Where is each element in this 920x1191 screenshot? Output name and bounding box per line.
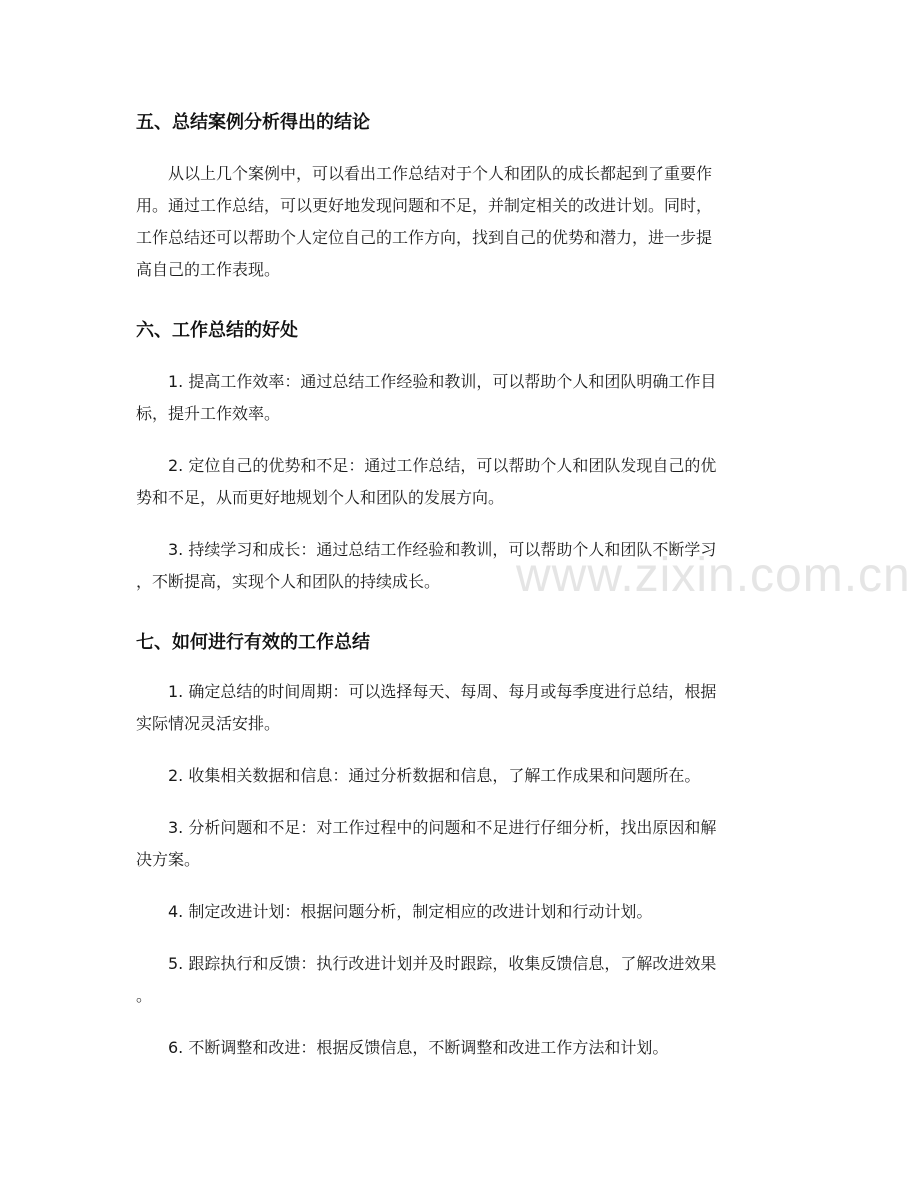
paragraph-line: 3. 持续学习和成长：通过总结工作经验和教训，可以帮助个人和团队不断学习 bbox=[168, 540, 717, 559]
watermark: www.zixin.com.cn bbox=[516, 549, 911, 602]
paragraph-line: 5. 跟踪执行和反馈：执行改进计划并及时跟踪，收集反馈信息，了解改进效果 bbox=[168, 954, 717, 973]
paragraph-line: ，不断提高，实现个人和团队的持续成长。 bbox=[136, 572, 441, 591]
paragraph-line: 6. 不断调整和改进：根据反馈信息，不断调整和改进工作方法和计划。 bbox=[168, 1038, 669, 1057]
paragraph-line: 标，提升工作效率。 bbox=[136, 404, 281, 423]
paragraph-line: 。 bbox=[136, 986, 153, 1005]
section-5-paragraph bbox=[136, 158, 790, 286]
list-item bbox=[136, 896, 790, 928]
list-item bbox=[136, 1032, 790, 1064]
paragraph-line: 从以上几个案例中，可以看出工作总结对于个人和团队的成长都起到了重要作 bbox=[168, 164, 713, 183]
section-heading-7: 七、如何进行有效的工作总结 bbox=[136, 632, 370, 653]
list-item bbox=[136, 812, 790, 876]
paragraph-line: 势和不足，从而更好地规划个人和团队的发展方向。 bbox=[136, 488, 505, 507]
section-heading-5: 五、总结案例分析得出的结论 bbox=[136, 112, 370, 133]
paragraph-line: 2. 收集相关数据和信息：通过分析数据和信息，了解工作成果和问题所在。 bbox=[168, 766, 701, 785]
list-item bbox=[136, 676, 790, 740]
list-item bbox=[136, 366, 790, 430]
paragraph-line: 3. 分析问题和不足：对工作过程中的问题和不足进行仔细分析，找出原因和解 bbox=[168, 818, 717, 837]
paragraph-line: 工作总结还可以帮助个人定位自己的工作方向，找到自己的优势和潜力，进一步提 bbox=[136, 228, 713, 247]
list-item bbox=[136, 760, 790, 792]
list-item bbox=[136, 450, 790, 514]
paragraph-line: 4. 制定改进计划：根据问题分析，制定相应的改进计划和行动计划。 bbox=[168, 902, 653, 921]
paragraph-line: 2. 定位自己的优势和不足：通过工作总结，可以帮助个人和团队发现自己的优 bbox=[168, 456, 717, 475]
paragraph-line: 决方案。 bbox=[136, 850, 201, 869]
paragraph-line: 1. 提高工作效率：通过总结工作经验和教训，可以帮助个人和团队明确工作目 bbox=[168, 372, 717, 391]
section-heading-6: 六、工作总结的好处 bbox=[136, 320, 298, 341]
list-item bbox=[136, 948, 790, 1012]
paragraph-line: 高自己的工作表现。 bbox=[136, 260, 281, 279]
paragraph-line: 1. 确定总结的时间周期：可以选择每天、每周、每月或每季度进行总结，根据 bbox=[168, 682, 717, 701]
paragraph-line: 用。通过工作总结，可以更好地发现问题和不足，并制定相关的改进计划。同时， bbox=[136, 196, 713, 215]
paragraph-line: 实际情况灵活安排。 bbox=[136, 714, 281, 733]
